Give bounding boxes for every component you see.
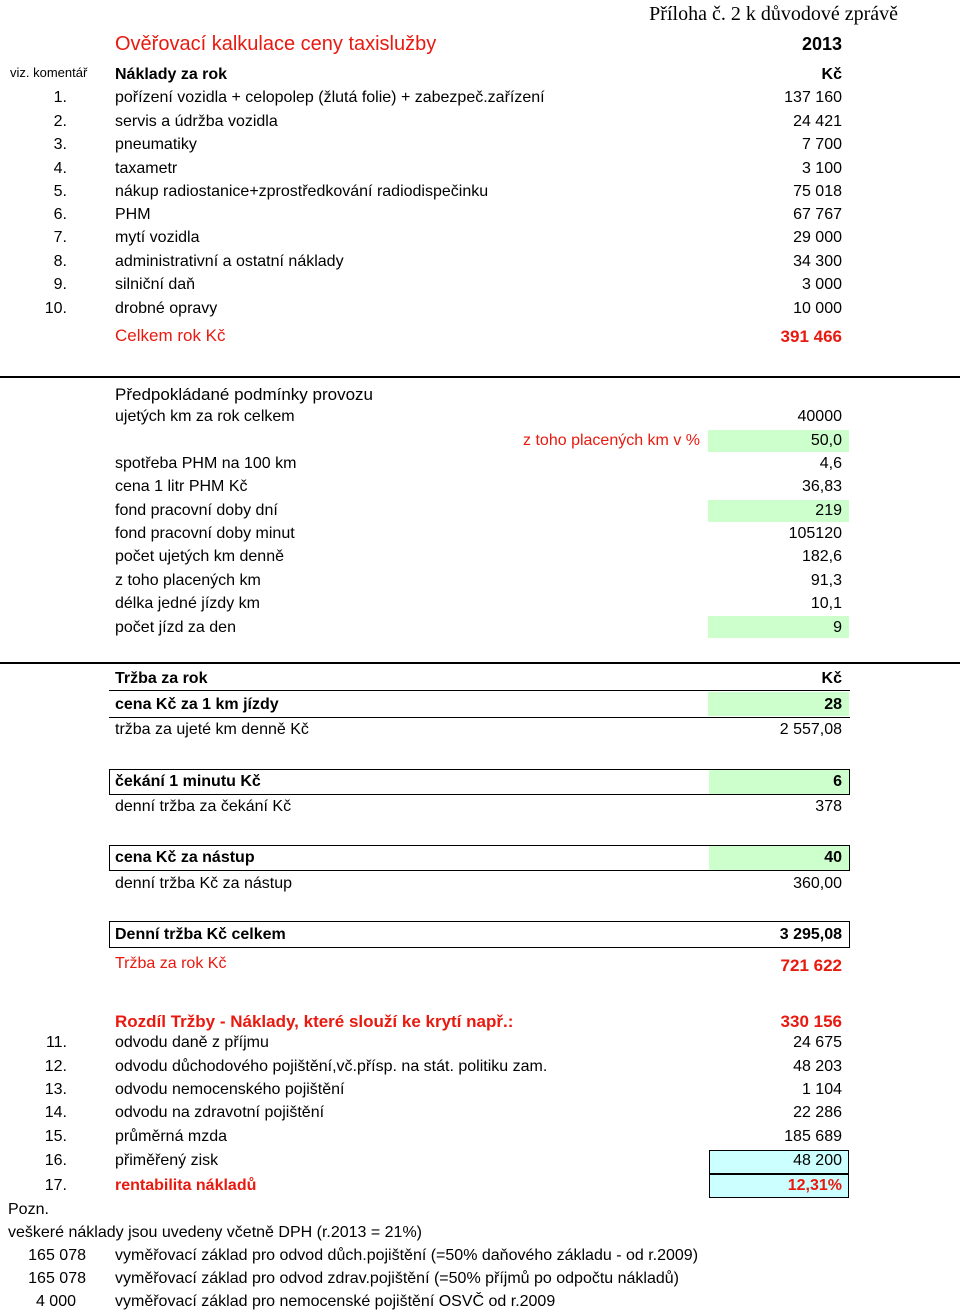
work-days-value: 219 bbox=[815, 502, 842, 519]
item-value: 22 286 bbox=[793, 1104, 842, 1121]
item-value: 1 104 bbox=[801, 1081, 842, 1098]
note-text: vyměřovací základ pro odvod důch.pojištění (=50% daňového základu - od r.2009) bbox=[115, 1247, 699, 1264]
km-daily-revenue-value: 2 557,08 bbox=[779, 721, 842, 738]
item-label: silniční daň bbox=[115, 276, 196, 293]
item-number: 7. bbox=[53, 229, 67, 246]
year: 2013 bbox=[801, 34, 842, 54]
paid-pct-label: z toho placených km v % bbox=[523, 432, 700, 449]
vat-note: veškeré náklady jsou uvedeny včetně DPH (r.2013 = 21%) bbox=[8, 1224, 423, 1241]
revenue-heading: Tržba za rok bbox=[115, 670, 208, 687]
km-total-value: 40000 bbox=[797, 408, 842, 425]
item-number: 16. bbox=[44, 1152, 67, 1169]
item-label: přiměřený zisk bbox=[115, 1152, 219, 1169]
item-label: drobné opravy bbox=[115, 300, 218, 317]
yearly-revenue-label: Tržba za rok Kč bbox=[115, 955, 227, 972]
item-value: 7 700 bbox=[801, 136, 842, 153]
item-label: nákup radiostanice+zprostředkování radiodispečinku bbox=[115, 183, 489, 200]
daily-total-label: Denní tržba Kč celkem bbox=[115, 926, 286, 943]
note-value: 165 078 bbox=[28, 1247, 86, 1264]
box-bottom-border bbox=[109, 717, 850, 718]
item-number: 3. bbox=[53, 136, 67, 153]
item-number: 13. bbox=[44, 1081, 67, 1098]
item-label: servis a údržba vozidla bbox=[115, 113, 278, 130]
item-label: pneumatiky bbox=[115, 136, 197, 153]
item-label: průměrná mzda bbox=[115, 1128, 228, 1145]
input-cell-highlight bbox=[708, 616, 849, 638]
item-label: odvodu daně z příjmu bbox=[115, 1034, 269, 1051]
item-value: 137 160 bbox=[784, 89, 842, 106]
item-label: administrativní a ostatní náklady bbox=[115, 253, 344, 270]
fuel-label: spotřeba PHM na 100 km bbox=[115, 455, 297, 472]
rides-per-day-label: počet jízd za den bbox=[115, 619, 236, 636]
item-number: 6. bbox=[53, 206, 67, 223]
work-minutes-value: 105120 bbox=[788, 525, 842, 542]
item-number: 11. bbox=[45, 1034, 67, 1051]
item-value: 75 018 bbox=[793, 183, 842, 200]
note-text: vyměřovací základ pro nemocenské pojištění OSVČ od r.2009 bbox=[115, 1293, 556, 1310]
costs-total-label: Celkem rok Kč bbox=[115, 326, 226, 345]
paid-pct-value: 50,0 bbox=[810, 432, 842, 449]
item-number: 9. bbox=[53, 276, 67, 293]
fuel-price-label: cena 1 litr PHM Kč bbox=[115, 478, 248, 495]
item-number: 2. bbox=[53, 113, 67, 130]
item-value: 12,31% bbox=[787, 1177, 842, 1194]
item-value: 29 000 bbox=[793, 229, 842, 246]
wait-daily-label: denní tržba za čekání Kč bbox=[115, 798, 292, 815]
note-value: 165 078 bbox=[28, 1270, 86, 1287]
item-number: 8. bbox=[53, 253, 67, 270]
rides-per-day-value: 9 bbox=[833, 619, 842, 636]
item-value: 48 200 bbox=[793, 1152, 842, 1169]
km-total-label: ujetých km za rok celkem bbox=[115, 408, 295, 425]
item-value: 3 100 bbox=[801, 160, 842, 177]
item-label: pořízení vozidla + celopolep (žlutá folie) + zabezpeč.zařízení bbox=[115, 89, 545, 106]
paid-km-value: 91,3 bbox=[810, 572, 842, 589]
item-number: 17. bbox=[44, 1177, 67, 1194]
item-label: odvodu důchodového pojištění,vč.přísp. na stát. politiku zam. bbox=[115, 1058, 548, 1075]
revenue-currency: Kč bbox=[821, 670, 842, 687]
item-label: mytí vozidla bbox=[115, 229, 200, 246]
item-label: PHM bbox=[115, 206, 151, 223]
ride-length-value: 10,1 bbox=[810, 595, 842, 612]
note-text: vyměřovací základ pro odvod zdrav.pojištění (=50% příjmů po odpočtu nákladů) bbox=[115, 1270, 680, 1287]
box-top-border bbox=[109, 690, 850, 691]
km-daily-value: 182,6 bbox=[801, 548, 842, 565]
item-value: 185 689 bbox=[784, 1128, 842, 1145]
difference-label: Rozdíl Tržby - Náklady, které slouží ke krytí např.: bbox=[115, 1012, 514, 1031]
item-number: 10. bbox=[44, 300, 67, 317]
boarding-daily-value: 360,00 bbox=[793, 875, 842, 892]
item-label: rentabilita nákladů bbox=[115, 1177, 257, 1194]
ride-length-label: délka jedné jízdy km bbox=[115, 595, 260, 612]
attachment-note: Příloha č. 2 k důvodové zprávě bbox=[649, 3, 898, 25]
currency-heading: Kč bbox=[821, 66, 842, 83]
item-number: 12. bbox=[44, 1058, 67, 1075]
paid-km-label: z toho placených km bbox=[115, 572, 261, 589]
wait-daily-value: 378 bbox=[815, 798, 842, 815]
item-label: odvodu na zdravotní pojištění bbox=[115, 1104, 325, 1121]
work-days-label: fond pracovní doby dní bbox=[115, 502, 278, 519]
costs-total-value: 391 466 bbox=[780, 327, 842, 346]
section-divider bbox=[0, 376, 960, 378]
km-price-label: cena Kč za 1 km jízdy bbox=[115, 696, 279, 713]
item-number: 1. bbox=[53, 89, 67, 106]
item-value: 67 767 bbox=[793, 206, 842, 223]
item-number: 4. bbox=[53, 160, 67, 177]
notes-heading: Pozn. bbox=[8, 1201, 49, 1218]
item-label: odvodu nemocenského pojištění bbox=[115, 1081, 345, 1098]
item-value: 48 203 bbox=[793, 1058, 842, 1075]
item-label: taxametr bbox=[115, 160, 178, 177]
conditions-heading: Předpokládané podmínky provozu bbox=[115, 385, 373, 404]
item-value: 24 675 bbox=[793, 1034, 842, 1051]
item-number: 5. bbox=[53, 183, 67, 200]
comment-label: viz. komentář bbox=[10, 65, 88, 80]
page-title: Ověřovací kalkulace ceny taxislužby bbox=[115, 33, 437, 55]
item-value: 10 000 bbox=[793, 300, 842, 317]
item-value: 24 421 bbox=[793, 113, 842, 130]
costs-heading: Náklady za rok bbox=[115, 66, 228, 83]
boarding-label: cena Kč za nástup bbox=[115, 849, 255, 866]
section-divider bbox=[0, 662, 960, 664]
work-minutes-label: fond pracovní doby minut bbox=[115, 525, 295, 542]
boarding-daily-label: denní tržba Kč za nástup bbox=[115, 875, 292, 892]
km-daily-revenue-label: tržba za ujeté km denně Kč bbox=[115, 721, 309, 738]
fuel-price-value: 36,83 bbox=[801, 478, 842, 495]
km-price-value: 28 bbox=[824, 696, 842, 713]
item-value: 3 000 bbox=[801, 276, 842, 293]
wait-label: čekání 1 minutu Kč bbox=[115, 773, 261, 790]
item-number: 15. bbox=[44, 1128, 67, 1145]
note-value: 4 000 bbox=[35, 1293, 76, 1310]
km-daily-label: počet ujetých km denně bbox=[115, 548, 284, 565]
fuel-value: 4,6 bbox=[819, 455, 842, 472]
item-number: 14. bbox=[44, 1104, 67, 1121]
yearly-revenue-value: 721 622 bbox=[780, 956, 842, 975]
item-value: 34 300 bbox=[793, 253, 842, 270]
daily-total-value: 3 295,08 bbox=[779, 926, 842, 943]
difference-value: 330 156 bbox=[780, 1012, 842, 1031]
input-cell-highlight bbox=[709, 770, 849, 794]
wait-value: 6 bbox=[833, 773, 842, 790]
boarding-value: 40 bbox=[824, 849, 842, 866]
